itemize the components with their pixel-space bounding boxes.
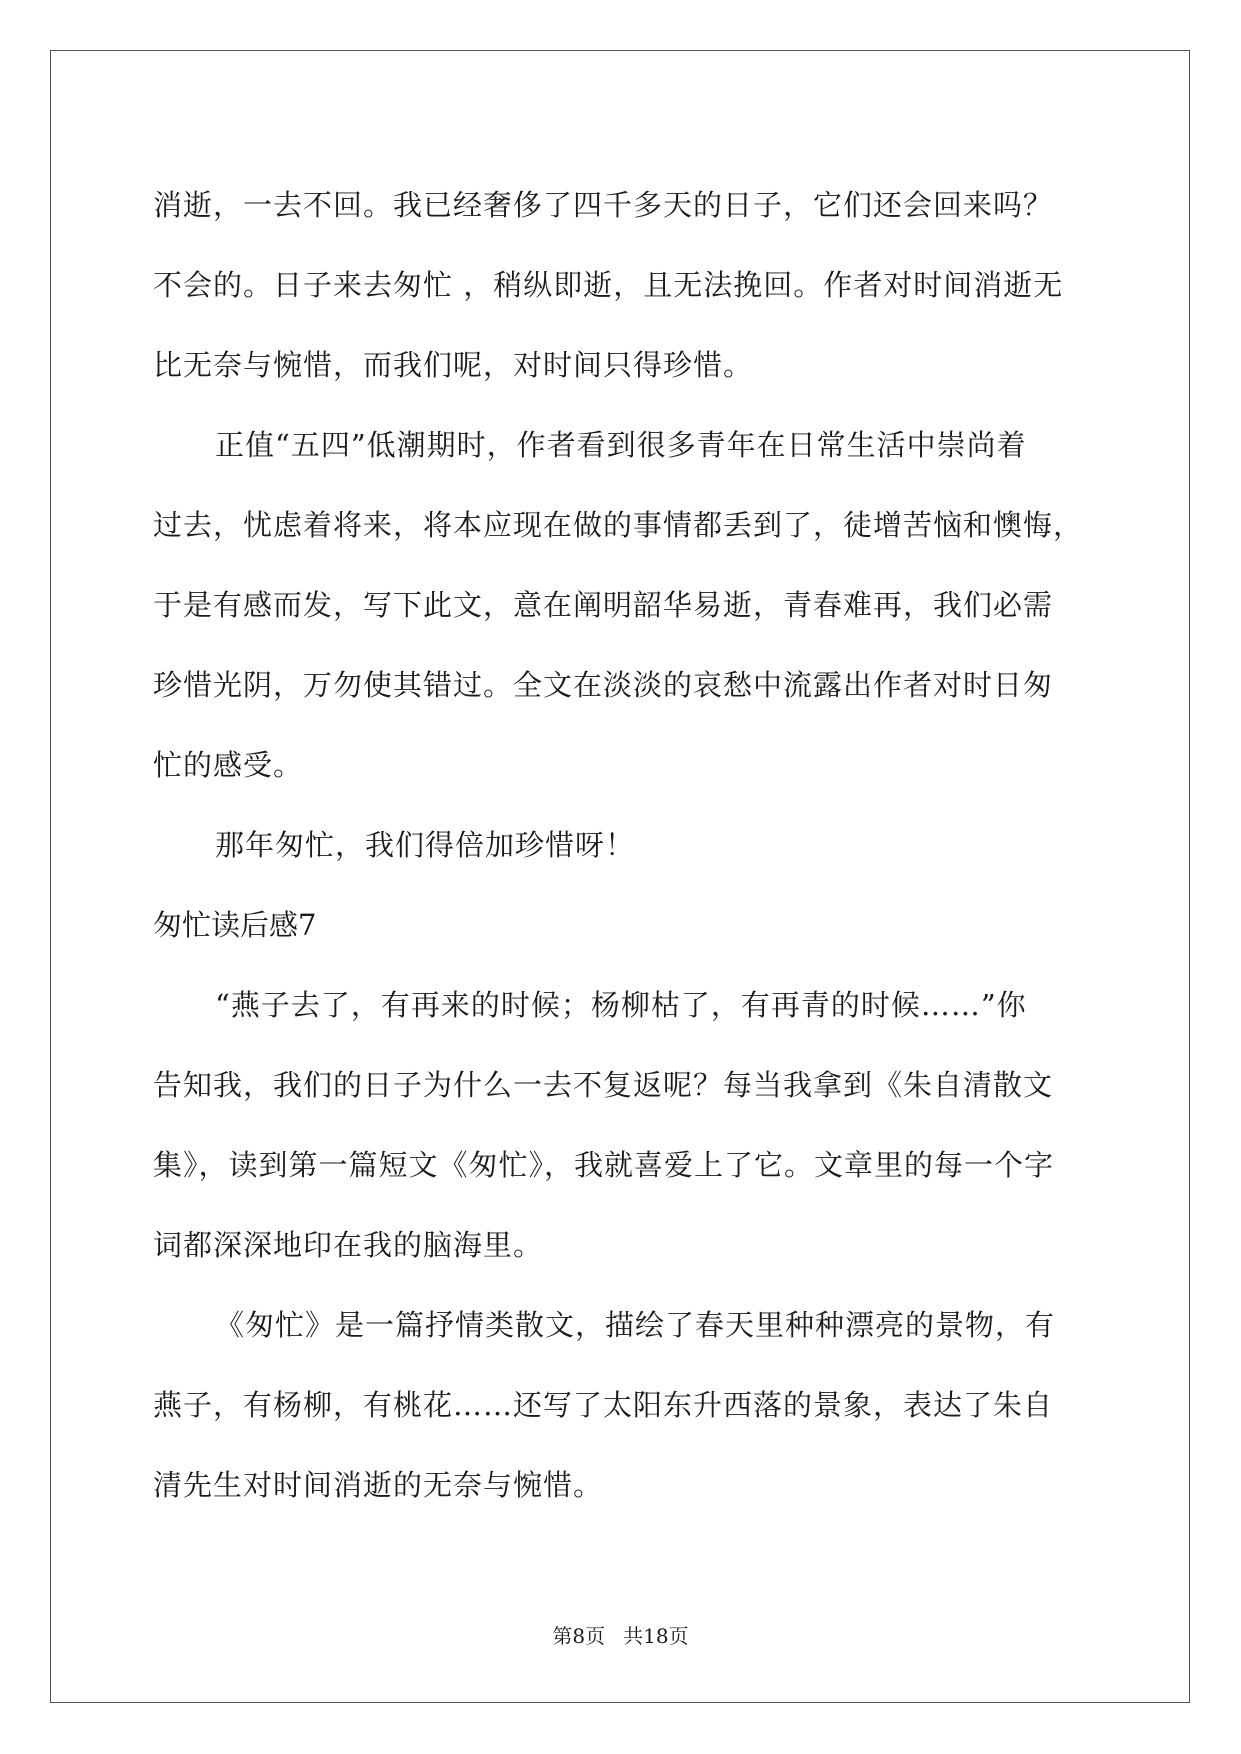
section-heading: 匆忙读后感7 bbox=[153, 908, 317, 942]
text-line: 《匆忙》是一篇抒情类散文，描绘了春天里种种漂亮的景物，有 bbox=[215, 1308, 1056, 1342]
text-line: 那年匆忙，我们得倍加珍惜呀！ bbox=[215, 828, 636, 862]
text-line: 于是有感而发，写下此文，意在阐明韶华易逝，青春难再，我们必需 bbox=[153, 588, 1054, 622]
text-line: 比无奈与惋惜，而我们呢，对时间只得珍惜。 bbox=[153, 348, 754, 382]
document-body bbox=[153, 165, 1099, 1525]
page-footer bbox=[0, 1622, 1241, 1650]
text-line: 过去，忧虑着将来，将本应现在做的事情都丢到了，徒增苦恼和懊悔， bbox=[153, 508, 1084, 542]
text-line: 不会的。日子来去匆忙 ，稍纵即逝，且无法挽回。作者对时间消逝无 bbox=[153, 268, 1064, 302]
text-line: 告知我，我们的日子为什么一去不复返呢？每当我拿到《朱自清散文 bbox=[153, 1068, 1054, 1102]
paragraph-2 bbox=[153, 405, 1099, 805]
paragraph-5 bbox=[153, 1285, 1099, 1525]
page-number-current: 第8页 bbox=[552, 1624, 606, 1648]
text-line: 燕子，有杨柳，有桃花……还写了太阳东升西落的景象，表达了朱自 bbox=[153, 1388, 1054, 1422]
paragraph-4 bbox=[153, 965, 1099, 1285]
text-line: 清先生对时间消逝的无奈与惋惜。 bbox=[153, 1468, 604, 1502]
text-line: 词都深深地印在我的脑海里。 bbox=[153, 1228, 544, 1262]
text-line: 忙的感受。 bbox=[153, 748, 304, 782]
page-number-total: 共18页 bbox=[623, 1624, 689, 1648]
paragraph-1 bbox=[153, 165, 1099, 405]
text-line: 正值“五四”低潮期时，作者看到很多青年在日常生活中崇尚着 bbox=[215, 428, 1027, 462]
text-line: 珍惜光阴，万勿使其错过。全文在淡淡的哀愁中流露出作者对时日匆 bbox=[153, 668, 1054, 702]
paragraph-3 bbox=[153, 805, 1099, 885]
text-line: “燕子去了，有再来的时候；杨柳枯了，有再青的时候……”你 bbox=[215, 988, 1027, 1022]
text-line: 集》，读到第一篇短文《匆忙》，我就喜爱上了它。文章里的每一个字 bbox=[153, 1148, 1055, 1182]
text-line: 消逝，一去不回。我已经奢侈了四千多天的日子，它们还会回来吗？ bbox=[153, 188, 1054, 222]
